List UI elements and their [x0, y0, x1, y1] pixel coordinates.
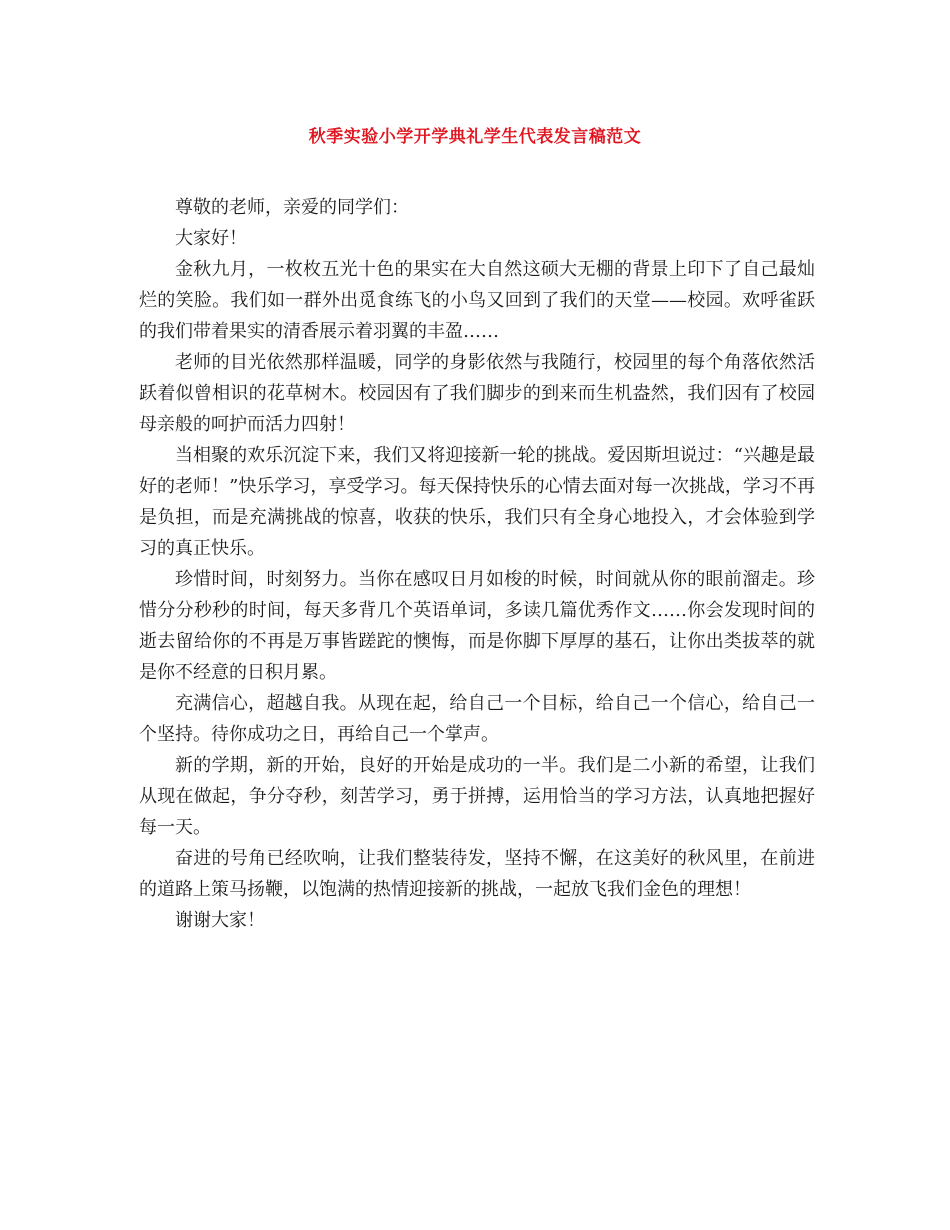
paragraph-5: 充满信心，超越自我。从现在起，给自己一个目标，给自己一个信心，给自己一个坚持。待你成功之日，再给自己一个掌声。 [139, 693, 815, 745]
paragraph-4: 珍惜时间，时刻努力。当你在感叹日月如梭的时候，时间就从你的眼前溜走。珍惜分分秒秒的时间，每天多背几个英语单词，多读几篇优秀作文……你会发现时间的逝去留给你的不再是万事皆蹉跎的懊悔，而是你脚下厚厚的基石，让你出类拔萃的就是你不经意的日积月累。 [139, 569, 815, 683]
paragraph-2: 老师的目光依然那样温暖，同学的身影依然与我随行，校园里的每个角落依然活跃着似曾相识的花草树木。校园因有了我们脚步的到来而生机盎然，我们因有了校园母亲般的呵护而活力四射！ [139, 352, 815, 435]
paragraph-1: 金秋九月，一枚枚五光十色的果实在大自然这硕大无棚的背景上印下了自己最灿烂的笑脸。我们如一群外出觅食练飞的小鸟又回到了我们的天堂——校园。欢呼雀跃的我们带着果实的清香展示着羽翼的丰盈…… [139, 259, 815, 342]
closing: 谢谢大家！ [175, 910, 265, 931]
paragraph-6: 新的学期，新的开始，良好的开始是成功的一半。我们是二小新的希望，让我们从现在做起，争分夺秒，刻苦学习，勇于拼搏，运用恰当的学习方法，认真地把握好每一天。 [139, 755, 815, 838]
document-title: 秋季实验小学开学典礼学生代表发言稿范文 [308, 127, 642, 147]
salutation: 尊敬的老师，亲爱的同学们： [175, 197, 409, 218]
document-body [139, 192, 815, 936]
paragraph-3: 当相聚的欢乐沉淀下来，我们又将迎接新一轮的挑战。爱因斯坦说过：“兴趣是最好的老师！”快乐学习，享受学习。每天保持快乐的心情去面对每一次挑战，学习不再是负担，而是充满挑战的惊喜，收获的快乐，我们只有全身心地投入，才会体验到学习的真正快乐。 [139, 445, 815, 559]
paragraph-7: 奋进的号角已经吹响，让我们整装待发，坚持不懈，在这美好的秋风里，在前进的道路上策马扬鞭，以饱满的热情迎接新的挑战，一起放飞我们金色的理想！ [139, 848, 815, 900]
greeting: 大家好！ [175, 228, 247, 249]
